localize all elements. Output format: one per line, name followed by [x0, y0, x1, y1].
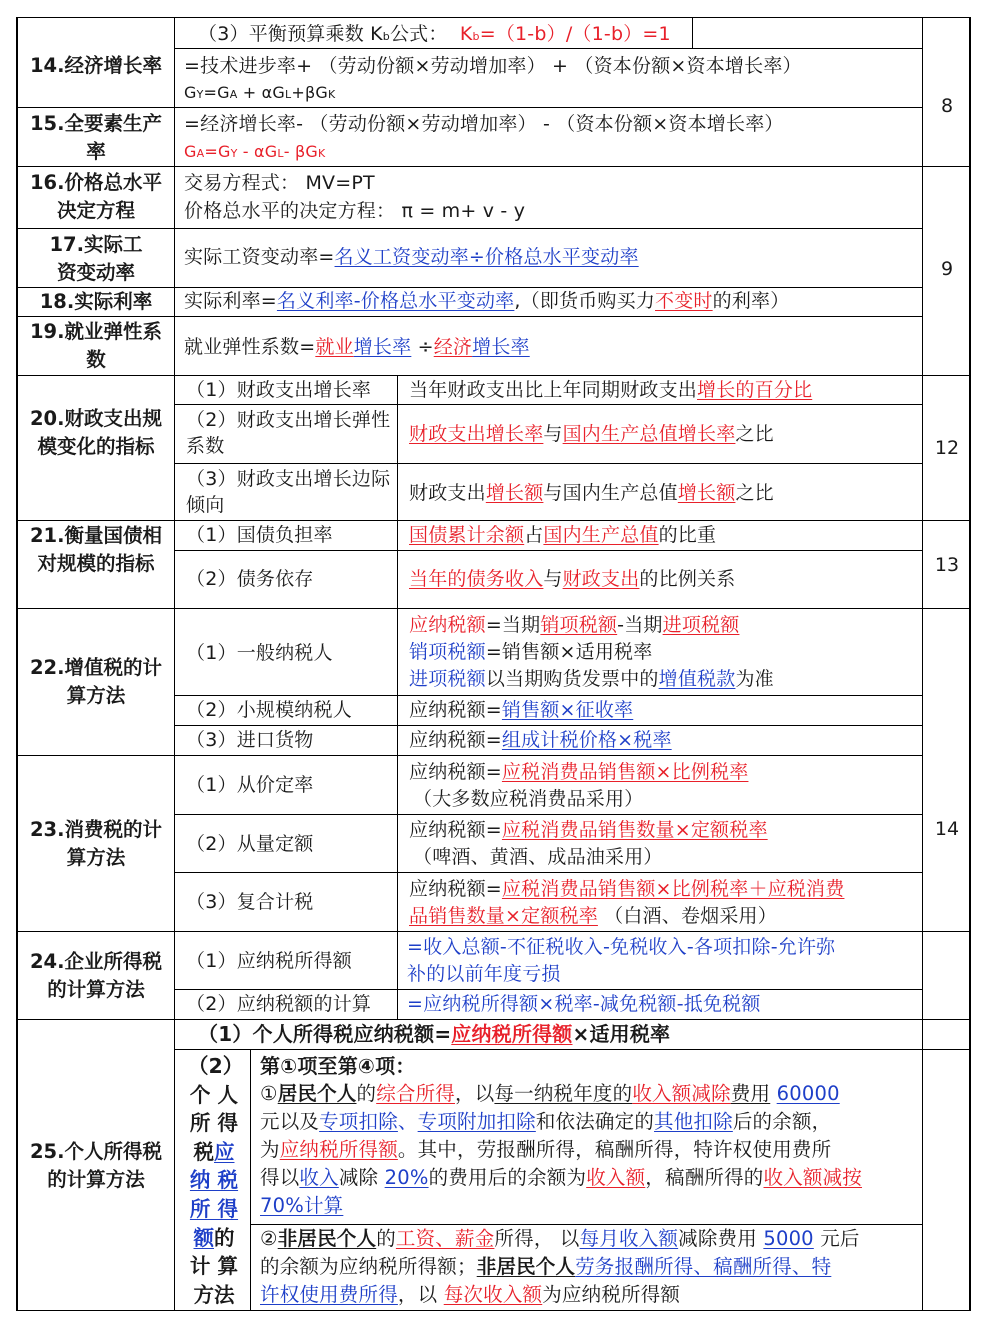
fiscal-growth-rate-label: （1）财政支出增长率: [186, 379, 372, 401]
debt-burden-def: 国债累计余额占国内生产总值的比重: [409, 524, 717, 546]
iit-nonresident-line1: ②非居民个人的工资、薪金所得， 以每月收入额减除费用 5000 元后: [260, 1227, 860, 1250]
balanced-budget-multiplier-formula: （3）平衡预算乘数 Kb公式： Kb=（1-b）/（1-b）=1: [198, 23, 671, 45]
row-18-name: 18.实际利率: [39, 290, 153, 313]
row-19-name: 19.就业弹性系数: [29, 320, 163, 371]
fiscal-elasticity-label: （2）财政支出增长弹性系数: [186, 409, 391, 457]
excise-ad-valorem-note: （大多数应税消费品采用）: [413, 788, 644, 810]
row-16-name: 16.价格总水平决定方程: [29, 171, 163, 222]
excise-ad-valorem-label: （1）从价定率: [186, 774, 314, 796]
row-22-name: 22.增值税的计算方法: [29, 656, 163, 707]
vat-general-label: （1）一般纳税人: [186, 642, 333, 664]
iit-part1: （1）个人所得税应纳税额=应纳税所得额×适用税率: [198, 1022, 671, 1046]
debt-dependency-def: 当年的债务收入与财政支出的比例关系: [409, 568, 736, 590]
excise-compound-def: 应纳税额=应税消费品销售额×比例税率＋应税消费: [409, 878, 845, 900]
row-20-name: 20.财政支出规模变化的指标: [29, 407, 163, 458]
iit-resident-line5: 70%计算: [260, 1194, 344, 1217]
excise-specific-note: （啤酒、黄酒、成品油采用）: [413, 846, 663, 868]
fiscal-growth-rate-def: 当年财政支出比上年同期财政支出增长的百分比: [409, 379, 813, 401]
excise-compound-label: （3）复合计税: [186, 891, 314, 913]
excise-specific-label: （2）从量定额: [186, 833, 314, 855]
cit-taxable-income-def-2: 补的以前年度亏损: [407, 963, 561, 985]
row-17-name: 17.实际工资变动率: [49, 233, 143, 284]
debt-dependency-label: （2）债务依存: [186, 568, 314, 590]
fiscal-marginal-def: 财政支出增长额与国内生产总值增长额之比: [409, 482, 774, 504]
row-21-name: 21.衡量国债相对规模的指标: [29, 524, 163, 575]
debt-burden-label: （1）国债负担率: [186, 524, 333, 546]
economic-growth-formula: =技术进步率+ （劳动份额×劳动增加率） + （资本份额×资本增长率）: [184, 55, 802, 77]
excise-compound-def-2: 品销售数量×定额税率 （白酒、卷烟采用）: [409, 905, 777, 927]
economic-growth-symbolic: GY=GA + αGL+βGK: [184, 83, 336, 102]
vat-import-label: （3）进口货物: [186, 729, 314, 751]
row-25-name: 25.个人所得税的计算方法: [29, 1140, 163, 1191]
price-level-equation: 价格总水平的决定方程： π = m+ v - y: [184, 200, 526, 222]
excise-ad-valorem-def: 应纳税额=应税消费品销售额×比例税率: [409, 761, 749, 783]
vat-small-label: （2）小规模纳税人: [186, 699, 352, 721]
real-interest-formula: 实际利率=名义利率-价格总水平变动率,（即货币购买力不变时的利率）: [184, 290, 790, 312]
cit-taxable-income-label: （1）应纳税所得额: [186, 950, 352, 972]
cit-taxable-income-def: =收入总额-不征税收入-免税收入-各项扣除-允许弥: [407, 936, 836, 958]
row-14-name: 14.经济增长率: [29, 54, 163, 77]
page-number-13: 13: [934, 554, 960, 576]
row-15-name: 15.全要素生产率: [29, 112, 163, 163]
vat-general-line3: 进项税额以当期购货发票中的增值税款为准: [409, 668, 774, 690]
iit-resident-line1: ①居民个人的综合所得，以每一纳税年度的收入额减除费用 60000: [260, 1082, 840, 1105]
iit-resident-line2: 元以及专项扣除、专项附加扣除和依法确定的其他扣除后的余额，: [260, 1110, 832, 1133]
vat-small-def: 应纳税额=销售额×征收率: [409, 699, 634, 721]
row-24-name: 24.企业所得税的计算方法: [29, 950, 163, 1001]
tfp-symbolic: GA=GY - αGL- βGK: [184, 142, 326, 161]
employment-elasticity-formula: 就业弹性系数=就业增长率 ÷经济增长率: [184, 336, 530, 358]
iit-resident-line4: 得以收入减除 20%的费用后的余额为收入额，稿酬所得的收入额减按: [260, 1166, 863, 1189]
cit-tax-payable-label: （2）应纳税额的计算: [186, 993, 372, 1015]
cit-tax-payable-def: =应纳税所得额×税率-减免税额-抵免税额: [407, 993, 761, 1015]
iit-resident-line3: 为应纳税所得额。其中，劳报酬所得，稿酬所得，特许权使用费所: [260, 1138, 832, 1161]
excise-specific-def: 应纳税额=应税消费品销售数量×定额税率: [409, 819, 768, 841]
exchange-equation: 交易方程式： MV=PT: [184, 172, 375, 194]
iit-nonresident-line3: 许权使用费所得，以 每次收入额为应纳税所得额: [260, 1283, 681, 1306]
row-23-name: 23.消费税的计算方法: [29, 818, 163, 869]
real-wage-formula: 实际工资变动率=名义工资变动率÷价格总水平变动率: [184, 246, 639, 268]
page-number-12: 12: [934, 437, 960, 459]
fiscal-elasticity-def: 财政支出增长率与国内生产总值增长率之比: [409, 423, 774, 445]
vat-general-line1: 应纳税额=当期销项税额-当期进项税额: [409, 614, 740, 636]
tfp-formula: =经济增长率- （劳动份额×劳动增加率） - （资本份额×资本增长率）: [184, 113, 784, 135]
iit-items-heading: 第①项至第④项：: [260, 1054, 416, 1078]
fiscal-marginal-label: （3）财政支出增长边际倾向: [186, 468, 391, 516]
iit-nonresident-line2: 的余额为应纳税所得额；非居民个人劳务报酬所得、稿酬所得、特: [260, 1255, 832, 1278]
iit-part2-heading: （2） 个 人 所 得 税应 纳 税 所 得 额的 计 算 方法: [188, 1054, 244, 1307]
vat-general-line2: 销项税额=销售额×适用税率: [409, 641, 653, 663]
page-number-14: 14: [934, 818, 960, 840]
page-number-9: 9: [940, 258, 954, 280]
page-number-8: 8: [940, 95, 954, 117]
vat-import-def: 应纳税额=组成计税价格×税率: [409, 729, 672, 751]
